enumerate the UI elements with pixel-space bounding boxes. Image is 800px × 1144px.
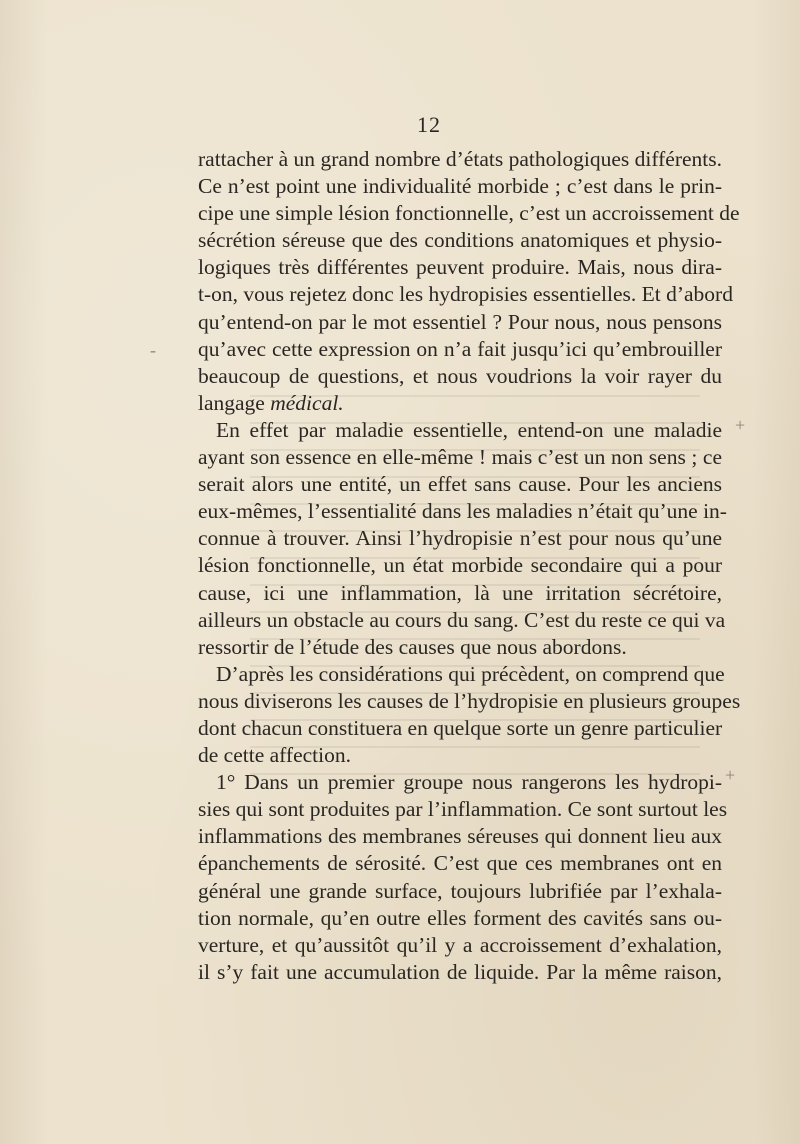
text-line: inflammations des membranes séreuses qui donnent lieu aux (198, 824, 722, 849)
text-line: qu’avec cette expression on n’a fait jusqu’ici qu’embrouiller (198, 336, 722, 361)
italic-term: médical. (270, 390, 344, 415)
text-line: sécrétion séreuse que des conditions anatomiques et physio- (198, 228, 722, 253)
text-run: langage (198, 390, 271, 415)
text-line: ayant son essence en elle-même ! mais c’est un non sens ; ce (198, 445, 722, 470)
margin-pencil-mark: + (735, 415, 746, 435)
text-line: de cette affection. (198, 743, 351, 768)
text-line: beaucoup de questions, et nous voudrions la voir rayer du (198, 363, 722, 388)
paragraph-start-line: 1° Dans un premier groupe nous rangerons les hydropi- (216, 770, 722, 795)
text-line: nous diviserons les causes de l’hydropisie en plusieurs groupes (198, 688, 741, 713)
text-line: tion normale, qu’en outre elles forment des cavités sans ou- (198, 905, 722, 930)
text-line: lésion fonctionnelle, un état morbide secondaire qui a pour (198, 553, 722, 578)
text-line: eux-mêmes, l’essentialité dans les maladies n’était qu’une in- (198, 499, 727, 524)
paragraph-start-line: D’après les considérations qui précèdent, on comprend que (216, 661, 725, 686)
text-line: qu’entend-on par le mot essentiel ? Pour nous, nous pensons (198, 309, 722, 334)
page-number: 12 (417, 112, 441, 137)
text-line: cause, ici une inflammation, là une irritation sécrétoire, (198, 580, 722, 605)
body-text (198, 146, 741, 986)
text-line: il s’y fait une accumulation de liquide. Par la même raison, (198, 959, 722, 984)
text-line: connue à trouver. Ainsi l’hydropisie n’est pour nous qu’une (198, 526, 722, 551)
text-line (198, 390, 722, 417)
text-line: verture, et qu’aussitôt qu’il y a accroissement d’exhalation, (198, 932, 722, 957)
text-line: général une grande surface, toujours lubrifiée par l’exhala- (198, 878, 722, 903)
margin-dash-mark: - (150, 340, 156, 360)
paragraph-start-line: En effet par maladie essentielle, entend-on une maladie (216, 417, 722, 442)
text-line: rattacher à un grand nombre d’états pathologiques différents. (198, 147, 722, 171)
text-line: t-on, vous rejetez donc les hydropisies essentielles. Et d’abord (198, 282, 733, 307)
text-line: logiques très différentes peuvent produire. Mais, nous dira- (198, 255, 722, 280)
text-line: ressortir de l’étude des causes que nous abordons. (198, 634, 627, 659)
text-line: serait alors une entité, un effet sans cause. Pour les anciens (198, 472, 722, 497)
text-line: Ce n’est point une individualité morbide ; c’est dans le prin- (198, 174, 722, 199)
text-line: épanchements de sérosité. C’est que ces membranes ont en (198, 851, 722, 876)
text-line: cipe une simple lésion fonctionnelle, c’est un accroissement de (198, 201, 740, 226)
text-line: dont chacun constituera en quelque sorte un genre particulier (198, 715, 723, 740)
margin-pencil-mark: + (725, 765, 736, 785)
text-line: sies qui sont produites par l’inflammation. Ce sont surtout les (198, 797, 728, 822)
text-line: ailleurs un obstacle au cours du sang. C’est du reste ce qui va (198, 607, 726, 632)
